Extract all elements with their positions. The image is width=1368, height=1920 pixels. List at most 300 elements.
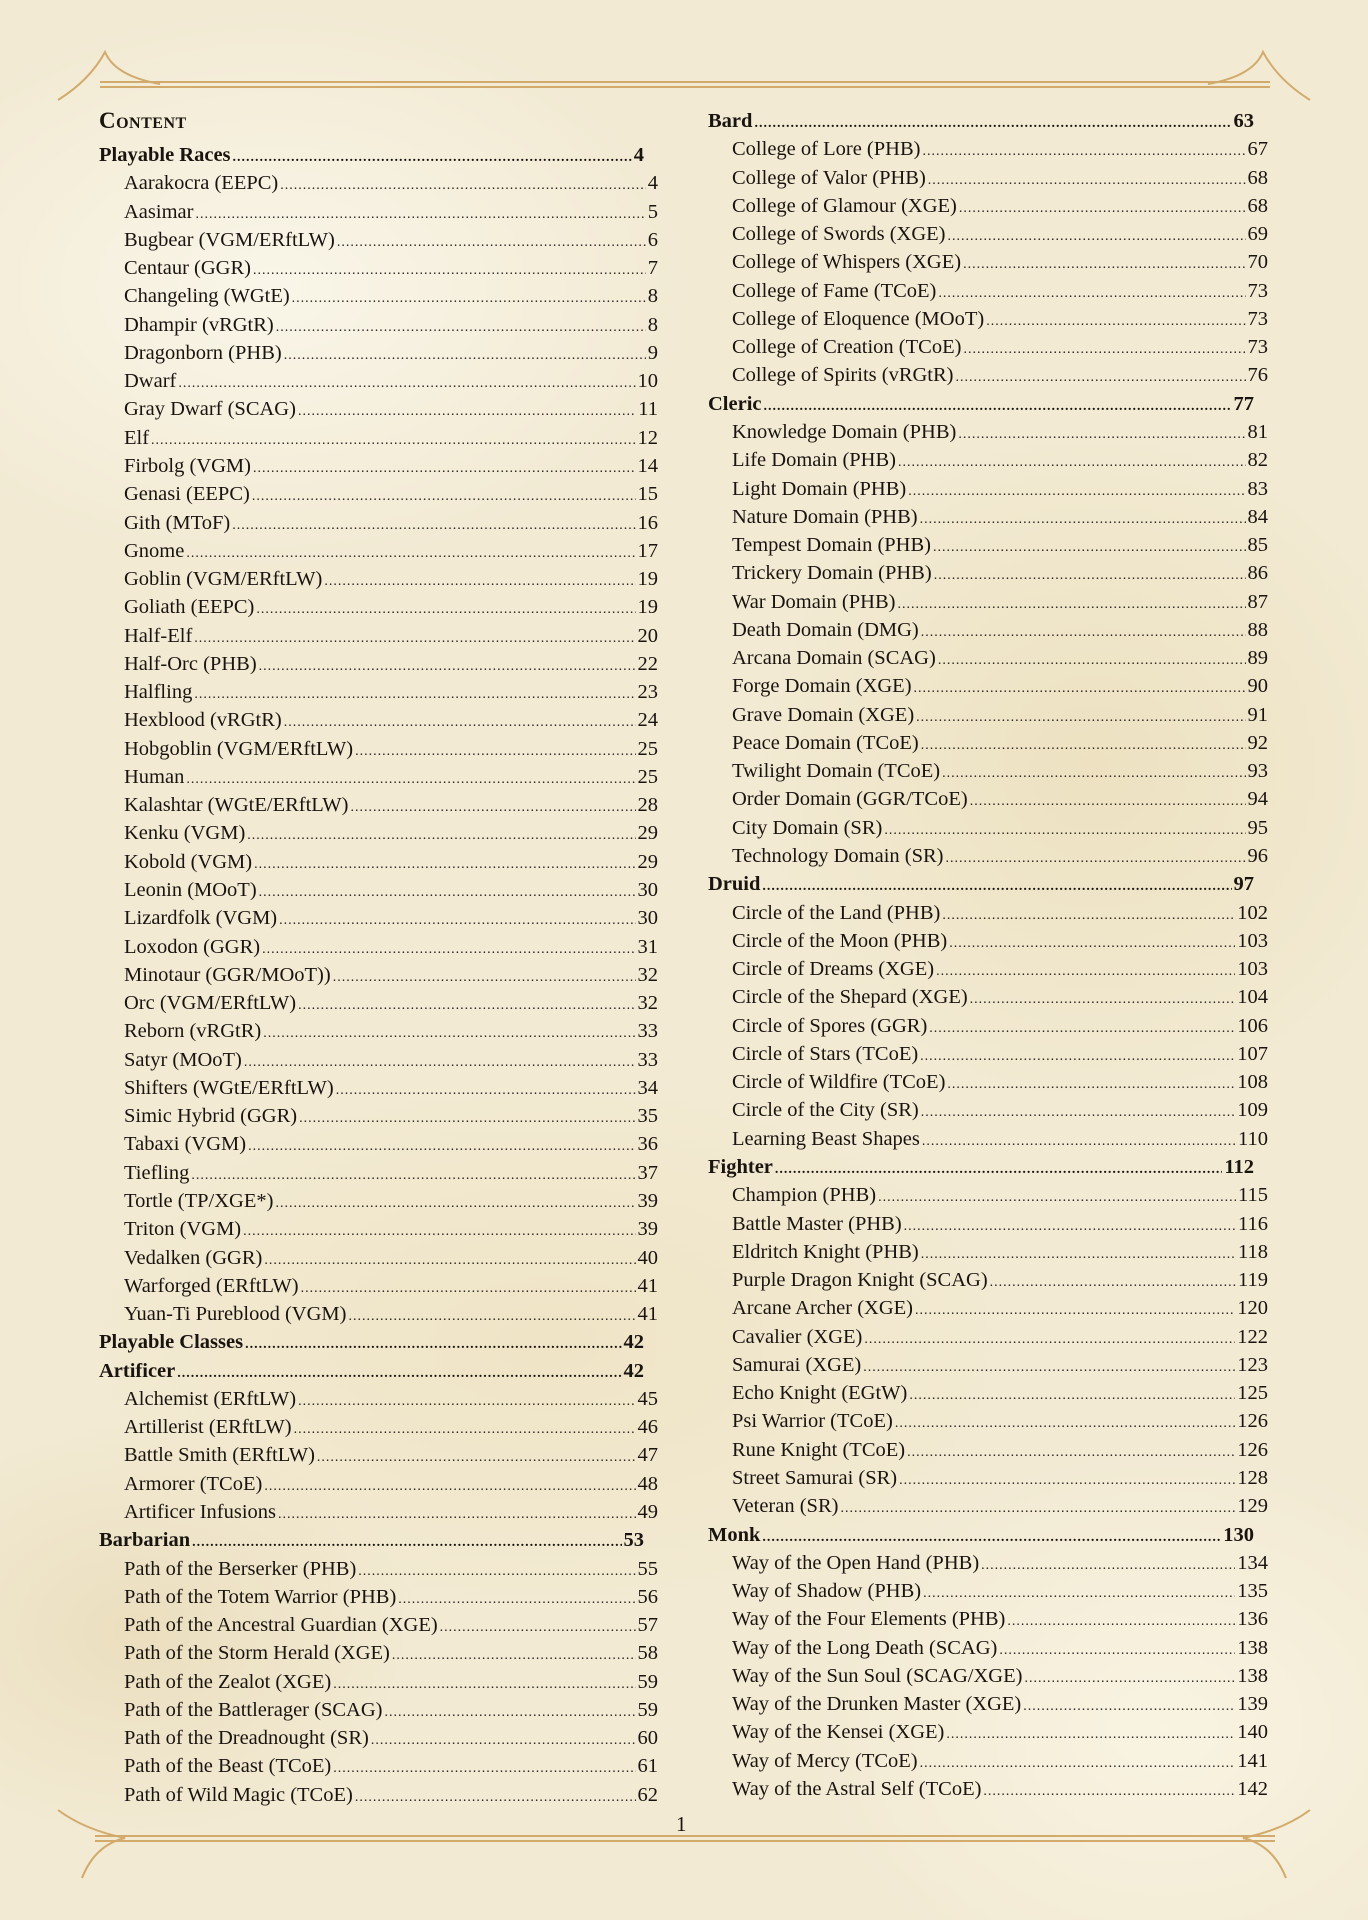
- toc-entry-label: Nature Domain (PHB): [732, 505, 918, 528]
- toc-entry-label: Light Domain (PHB): [732, 477, 907, 500]
- toc-entry-label: Minotaur (GGR/MOoT)): [124, 963, 331, 986]
- toc-entry-label: Tabaxi (VGM): [124, 1133, 247, 1156]
- toc-entry-label: Circle of the Land (PHB): [732, 901, 941, 924]
- toc-entry[interactable]: [124, 226, 658, 254]
- dot-leader: [922, 138, 1245, 166]
- toc-entry[interactable]: [124, 1752, 658, 1780]
- toc-page-number: 59: [637, 1670, 658, 1693]
- toc-entry[interactable]: [124, 537, 658, 565]
- toc-entry-label: Kenku (VGM): [124, 822, 246, 845]
- dot-leader: [284, 342, 646, 370]
- dot-leader: [923, 1580, 1235, 1608]
- dot-leader: [909, 1382, 1235, 1410]
- toc-page-number: 61: [637, 1755, 658, 1778]
- dot-leader: [946, 1721, 1235, 1749]
- toc-entry-label: Peace Domain (TCoE): [732, 731, 919, 754]
- dot-leader: [947, 1071, 1235, 1099]
- toc-entry[interactable]: [732, 475, 1268, 503]
- toc-entry[interactable]: [732, 785, 1268, 813]
- toc-entry-label: Half-Orc (PHB): [124, 652, 257, 675]
- toc-entry[interactable]: [124, 1668, 658, 1696]
- toc-entry-label: Druid: [708, 873, 761, 896]
- toc-entry-label: Way of the Astral Self (TCoE): [732, 1777, 982, 1800]
- toc-entry[interactable]: [732, 220, 1268, 248]
- toc-entry-label: Loxodon (GGR): [124, 935, 261, 958]
- toc-entry[interactable]: [732, 1549, 1268, 1577]
- toc-entry-label: Human: [124, 765, 185, 788]
- toc-entry[interactable]: [124, 678, 658, 706]
- toc-entry-label: Way of the Long Death (SCAG): [732, 1636, 998, 1659]
- toc-entry[interactable]: [732, 588, 1268, 616]
- toc-entry[interactable]: [732, 757, 1268, 785]
- toc-page-number: 41: [637, 1274, 658, 1297]
- dot-leader: [392, 1642, 636, 1670]
- toc-entry-label: Street Samurai (SR): [732, 1466, 898, 1489]
- toc-section-heading[interactable]: [99, 1357, 644, 1385]
- toc-page-number: 24: [637, 709, 658, 732]
- dot-leader: [355, 738, 635, 766]
- toc-section-heading[interactable]: [708, 1153, 1254, 1181]
- toc-entry[interactable]: [732, 277, 1268, 305]
- toc-entry-label: Circle of the Moon (PHB): [732, 929, 948, 952]
- toc-page-number: 118: [1238, 1240, 1268, 1263]
- toc-entry[interactable]: [124, 1696, 658, 1724]
- toc-entry[interactable]: [732, 814, 1268, 842]
- page-number: 1: [676, 1812, 687, 1836]
- dot-leader: [252, 483, 636, 511]
- toc-section-heading[interactable]: [99, 1526, 644, 1554]
- toc-entry[interactable]: [124, 1385, 658, 1413]
- toc-entry[interactable]: [124, 1639, 658, 1667]
- toc-page-number: 56: [637, 1585, 658, 1608]
- toc-entry[interactable]: [124, 1046, 658, 1074]
- dot-leader: [298, 1388, 635, 1416]
- toc-entry-label: Path of the Dreadnought (SR): [124, 1727, 369, 1750]
- toc-page-number: 123: [1237, 1353, 1268, 1376]
- toc-entry[interactable]: [124, 1413, 658, 1441]
- toc-entry[interactable]: [124, 1130, 658, 1158]
- toc-entry[interactable]: [732, 164, 1268, 192]
- toc-entry-label: Purple Dragon Knight (SCAG): [732, 1269, 988, 1292]
- toc-entry[interactable]: [124, 1583, 658, 1611]
- toc-entry[interactable]: [732, 333, 1268, 361]
- dot-leader: [371, 1727, 636, 1755]
- toc-page-number: 59: [637, 1698, 658, 1721]
- toc-entry[interactable]: [732, 446, 1268, 474]
- toc-entry[interactable]: [732, 1351, 1268, 1379]
- toc-entry[interactable]: [732, 1181, 1268, 1209]
- toc-entry-label: Satyr (MOoT): [124, 1048, 242, 1071]
- toc-entry-label: War Domain (PHB): [732, 590, 896, 613]
- toc-entry-label: Way of the Sun Soul (SCAG/XGE): [732, 1664, 1023, 1687]
- toc-entry-label: Fighter: [708, 1155, 773, 1178]
- toc-entry[interactable]: [124, 1441, 658, 1469]
- toc-page-number: 19: [637, 568, 658, 591]
- dot-leader: [958, 421, 1245, 449]
- toc-entry[interactable]: [732, 361, 1268, 389]
- dot-leader: [986, 308, 1245, 336]
- toc-page-number: 8: [647, 313, 658, 336]
- dot-leader: [358, 1558, 635, 1586]
- toc-section-heading[interactable]: [708, 390, 1254, 418]
- toc-entry[interactable]: [732, 1407, 1268, 1435]
- toc-entry-label: Tiefling: [124, 1161, 190, 1184]
- dot-leader: [248, 1133, 635, 1161]
- toc-page-number: 130: [1223, 1523, 1254, 1546]
- toc-entry[interactable]: [732, 1634, 1268, 1662]
- dot-leader: [264, 1473, 635, 1501]
- dot-leader: [384, 1699, 635, 1727]
- toc-entry-label: Way of the Kensei (XGE): [732, 1721, 945, 1744]
- dot-leader: [981, 1552, 1235, 1580]
- toc-entry-label: Gray Dwarf (SCAG): [124, 398, 296, 421]
- toc-entry[interactable]: [124, 961, 658, 989]
- toc-entry-label: Circle of Spores (GGR): [732, 1014, 928, 1037]
- toc-entry-label: Circle of Dreams (XGE): [732, 958, 935, 981]
- toc-entry[interactable]: [732, 1436, 1268, 1464]
- toc-page-number: 25: [637, 765, 658, 788]
- toc-entry[interactable]: [732, 559, 1268, 587]
- toc-page-number: 67: [1247, 138, 1268, 161]
- toc-page-number: 29: [637, 822, 658, 845]
- toc-entry[interactable]: [732, 701, 1268, 729]
- dot-leader: [754, 110, 1231, 138]
- dot-leader: [949, 930, 1235, 958]
- toc-entry[interactable]: [124, 311, 658, 339]
- toc-entry-label: Lizardfolk (VGM): [124, 907, 278, 930]
- contents-title: Content: [99, 108, 187, 133]
- toc-entry-label: Way of Mercy (TCoE): [732, 1749, 918, 1772]
- dot-leader: [177, 1360, 621, 1388]
- toc-entry[interactable]: [732, 1294, 1268, 1322]
- toc-entry[interactable]: [732, 644, 1268, 672]
- toc-entry[interactable]: [124, 1470, 658, 1498]
- toc-section-heading[interactable]: [708, 1521, 1254, 1549]
- toc-page-number: 22: [637, 652, 658, 675]
- toc-entry[interactable]: [124, 1159, 658, 1187]
- dot-leader: [1023, 1693, 1235, 1721]
- dot-leader: [921, 732, 1246, 760]
- toc-entry-label: Artificer: [99, 1359, 176, 1382]
- toc-entry[interactable]: [124, 565, 658, 593]
- dot-leader: [253, 455, 636, 483]
- toc-section-heading[interactable]: [708, 870, 1254, 898]
- toc-entry-label: College of Fame (TCoE): [732, 279, 937, 302]
- dot-leader: [920, 506, 1246, 534]
- toc-entry[interactable]: [124, 735, 658, 763]
- toc-entry[interactable]: [124, 480, 658, 508]
- toc-entry-label: Kalashtar (WGtE/ERftLW): [124, 794, 349, 817]
- toc-entry[interactable]: [124, 424, 658, 452]
- toc-section-heading[interactable]: [99, 1328, 644, 1356]
- toc-entry[interactable]: [124, 509, 658, 537]
- dot-leader: [194, 625, 635, 653]
- toc-entry[interactable]: [732, 1775, 1268, 1803]
- toc-page-number: 138: [1237, 1664, 1268, 1687]
- toc-entry[interactable]: [732, 1690, 1268, 1718]
- toc-entry-label: Cavalier (XGE): [732, 1325, 863, 1348]
- toc-entry-label: Arcana Domain (SCAG): [732, 647, 936, 670]
- toc-entry[interactable]: [124, 1215, 658, 1243]
- toc-entry-label: Gith (MToF): [124, 511, 231, 534]
- toc-entry[interactable]: [732, 842, 1268, 870]
- toc-page-number: 41: [637, 1303, 658, 1326]
- dot-leader: [897, 591, 1245, 619]
- toc-entry[interactable]: [124, 1724, 658, 1752]
- toc-entry[interactable]: [124, 1300, 658, 1328]
- dot-leader: [840, 1495, 1235, 1523]
- toc-entry-label: Genasi (EEPC): [124, 483, 250, 506]
- toc-entry[interactable]: [732, 1662, 1268, 1690]
- toc-entry-label: Circle of the City (SR): [732, 1099, 919, 1122]
- dot-leader: [999, 1637, 1235, 1665]
- toc-page-number: 25: [637, 737, 658, 760]
- dot-leader: [195, 201, 645, 229]
- toc-entry[interactable]: [732, 1012, 1268, 1040]
- toc-entry[interactable]: [124, 395, 658, 423]
- toc-page-number: 62: [637, 1783, 658, 1806]
- toc-entry-label: Vedalken (GGR): [124, 1246, 263, 1269]
- toc-entry[interactable]: [732, 955, 1268, 983]
- toc-page-number: 95: [1247, 816, 1268, 839]
- dot-leader: [256, 596, 635, 624]
- toc-entry-label: Path of the Zealot (XGE): [124, 1670, 332, 1693]
- toc-entry-label: Way of Shadow (PHB): [732, 1580, 922, 1603]
- toc-entry-label: Artillerist (ERftLW): [124, 1416, 292, 1439]
- toc-entry[interactable]: [732, 1238, 1268, 1266]
- dot-leader: [276, 314, 646, 342]
- toc-page-number: 83: [1247, 477, 1268, 500]
- dot-leader: [348, 1303, 635, 1331]
- toc-entry[interactable]: [124, 367, 658, 395]
- dot-leader: [908, 478, 1245, 506]
- toc-page-number: 60: [637, 1727, 658, 1750]
- toc-page-number: 68: [1247, 194, 1268, 217]
- toc-page-number: 138: [1237, 1636, 1268, 1659]
- toc-entry[interactable]: [732, 1068, 1268, 1096]
- toc-entry[interactable]: [732, 1577, 1268, 1605]
- dot-leader: [933, 534, 1246, 562]
- toc-page-number: 42: [623, 1331, 644, 1354]
- toc-entry[interactable]: [124, 876, 658, 904]
- toc-entry[interactable]: [732, 1266, 1268, 1294]
- toc-page-number: 94: [1247, 788, 1268, 811]
- toc-page-number: 5: [647, 200, 658, 223]
- toc-entry-label: Halfling: [124, 681, 193, 704]
- toc-page-number: 135: [1237, 1580, 1268, 1603]
- toc-entry[interactable]: [124, 1074, 658, 1102]
- toc-entry[interactable]: [124, 791, 658, 819]
- dot-leader: [284, 709, 636, 737]
- toc-entry[interactable]: [732, 1210, 1268, 1238]
- toc-page-number: 48: [637, 1472, 658, 1495]
- toc-entry-label: Eldritch Knight (PHB): [732, 1240, 919, 1263]
- dot-leader: [921, 1099, 1235, 1127]
- dot-leader: [333, 1671, 635, 1699]
- toc-entry[interactable]: [732, 1096, 1268, 1124]
- toc-entry-label: Grave Domain (XGE): [732, 703, 915, 726]
- toc-page-number: 77: [1233, 392, 1254, 415]
- toc-entry-label: Twilight Domain (TCoE): [732, 760, 941, 783]
- toc-entry-label: Hobgoblin (VGM/ERftLW): [124, 737, 354, 760]
- toc-entry-label: Alchemist (ERftLW): [124, 1387, 297, 1410]
- toc-entry[interactable]: [124, 282, 658, 310]
- toc-entry[interactable]: [124, 339, 658, 367]
- toc-entry[interactable]: [124, 622, 658, 650]
- toc-entry-label: Learning Beast Shapes: [732, 1127, 920, 1150]
- dot-leader: [959, 195, 1246, 223]
- toc-entry[interactable]: [732, 1125, 1268, 1153]
- toc-page-number: 106: [1237, 1014, 1268, 1037]
- dot-leader: [936, 958, 1235, 986]
- toc-entry-label: Dwarf: [124, 370, 177, 393]
- toc-entry[interactable]: [124, 706, 658, 734]
- toc-page-number: 35: [637, 1105, 658, 1128]
- toc-entry[interactable]: [124, 169, 658, 197]
- toc-entry[interactable]: [124, 1498, 658, 1526]
- toc-entry-label: Circle of Stars (TCoE): [732, 1042, 919, 1065]
- toc-entry-label: Battle Master (PHB): [732, 1212, 902, 1235]
- toc-page-number: 31: [637, 935, 658, 958]
- dot-leader: [254, 851, 635, 879]
- toc-page-number: 115: [1238, 1184, 1268, 1207]
- toc-entry[interactable]: [124, 904, 658, 932]
- toc-entry[interactable]: [124, 1244, 658, 1272]
- toc-entry[interactable]: [732, 983, 1268, 1011]
- toc-entry[interactable]: [732, 927, 1268, 955]
- toc-entry[interactable]: [732, 672, 1268, 700]
- toc-entry[interactable]: [124, 1611, 658, 1639]
- toc-entry[interactable]: [732, 305, 1268, 333]
- dot-leader: [970, 788, 1246, 816]
- toc-entry[interactable]: [124, 198, 658, 226]
- toc-entry[interactable]: [124, 452, 658, 480]
- toc-section-heading[interactable]: [708, 107, 1254, 135]
- toc-entry[interactable]: [732, 135, 1268, 163]
- toc-entry[interactable]: [124, 819, 658, 847]
- toc-entry[interactable]: [124, 593, 658, 621]
- toc-page-number: 33: [637, 1020, 658, 1043]
- toc-entry[interactable]: [124, 1555, 658, 1583]
- toc-page-number: 14: [637, 454, 658, 477]
- toc-entry-label: Artificer Infusions: [124, 1500, 276, 1523]
- dot-leader: [280, 172, 645, 200]
- toc-page-number: 40: [637, 1246, 658, 1269]
- toc-entry[interactable]: [124, 1272, 658, 1300]
- bottom-ornament-border: [0, 1800, 1368, 1880]
- toc-entry-label: Firbolg (VGM): [124, 454, 251, 477]
- toc-entry-label: Tortle (TP/XGE*): [124, 1189, 274, 1212]
- toc-entry-label: Playable Classes: [99, 1331, 244, 1354]
- toc-entry-label: Half-Elf: [124, 624, 193, 647]
- toc-entry[interactable]: [124, 1102, 658, 1130]
- dot-leader: [922, 1128, 1236, 1156]
- dot-leader: [243, 1218, 635, 1246]
- toc-entry[interactable]: [732, 1492, 1268, 1520]
- toc-page-number: 4: [647, 172, 658, 195]
- dot-leader: [398, 1586, 635, 1614]
- toc-entry[interactable]: [732, 1718, 1268, 1746]
- toc-entry[interactable]: [732, 531, 1268, 559]
- toc-page-number: 86: [1247, 562, 1268, 585]
- toc-entry[interactable]: [732, 248, 1268, 276]
- toc-entry[interactable]: [732, 616, 1268, 644]
- toc-entry[interactable]: [732, 1040, 1268, 1068]
- toc-page-number: 129: [1237, 1495, 1268, 1518]
- toc-entry-label: Dragonborn (PHB): [124, 341, 282, 364]
- toc-entry-label: Samurai (XGE): [732, 1353, 862, 1376]
- toc-entry[interactable]: [732, 418, 1268, 446]
- toc-page-number: 103: [1237, 958, 1268, 981]
- toc-entry-label: Centaur (GGR): [124, 257, 251, 280]
- toc-entry[interactable]: [732, 1464, 1268, 1492]
- toc-page-number: 11: [638, 398, 658, 421]
- toc-page-number: 89: [1247, 647, 1268, 670]
- toc-entry-label: Warforged (ERftLW): [124, 1274, 299, 1297]
- toc-entry[interactable]: [732, 899, 1268, 927]
- toc-section-heading[interactable]: [99, 141, 644, 169]
- toc-entry[interactable]: [732, 192, 1268, 220]
- toc-entry[interactable]: [732, 1747, 1268, 1775]
- toc-entry-label: College of Whispers (XGE): [732, 251, 962, 274]
- dot-leader: [317, 1444, 636, 1472]
- toc-page-number: 119: [1238, 1269, 1268, 1292]
- toc-page-number: 87: [1247, 590, 1268, 613]
- dot-leader: [191, 1162, 635, 1190]
- dot-leader: [920, 1750, 1236, 1778]
- toc-entry[interactable]: [124, 1017, 658, 1045]
- toc-page-number: 45: [637, 1387, 658, 1410]
- toc-page-number: 76: [1247, 364, 1268, 387]
- dot-leader: [899, 1467, 1235, 1495]
- toc-entry[interactable]: [124, 650, 658, 678]
- toc-page-number: 110: [1238, 1127, 1268, 1150]
- toc-entry[interactable]: [732, 729, 1268, 757]
- toc-entry[interactable]: [732, 1379, 1268, 1407]
- toc-entry[interactable]: [732, 1323, 1268, 1351]
- toc-page-number: 69: [1247, 223, 1268, 246]
- toc-entry-label: Goliath (EEPC): [124, 596, 255, 619]
- dot-leader: [275, 1190, 635, 1218]
- toc-entry[interactable]: [124, 254, 658, 282]
- toc-entry[interactable]: [124, 763, 658, 791]
- dot-leader: [259, 879, 636, 907]
- toc-page-number: 120: [1237, 1297, 1268, 1320]
- dot-leader: [333, 964, 636, 992]
- toc-entry[interactable]: [124, 989, 658, 1017]
- toc-page-number: 103: [1237, 929, 1268, 952]
- toc-entry-label: Path of the Ancestral Guardian (XGE): [124, 1614, 438, 1637]
- toc-entry[interactable]: [124, 848, 658, 876]
- toc-entry-label: Cleric: [708, 392, 762, 415]
- toc-entry[interactable]: [124, 933, 658, 961]
- toc-entry-label: Circle of the Shepard (XGE): [732, 986, 968, 1009]
- toc-entry[interactable]: [124, 1187, 658, 1215]
- dot-leader: [914, 675, 1246, 703]
- toc-entry-label: City Domain (SR): [732, 816, 883, 839]
- dot-leader: [192, 1529, 621, 1557]
- toc-entry-label: Forge Domain (XGE): [732, 675, 912, 698]
- toc-entry-label: Rune Knight (TCoE): [732, 1438, 906, 1461]
- toc-page-number: 47: [637, 1444, 658, 1467]
- toc-page-number: 107: [1237, 1042, 1268, 1065]
- toc-entry[interactable]: [732, 503, 1268, 531]
- dot-leader: [1024, 1665, 1235, 1693]
- toc-page-number: 32: [637, 963, 658, 986]
- toc-entry-label: Orc (VGM/ERftLW): [124, 992, 297, 1015]
- toc-entry[interactable]: [732, 1605, 1268, 1633]
- toc-page-number: 91: [1247, 703, 1268, 726]
